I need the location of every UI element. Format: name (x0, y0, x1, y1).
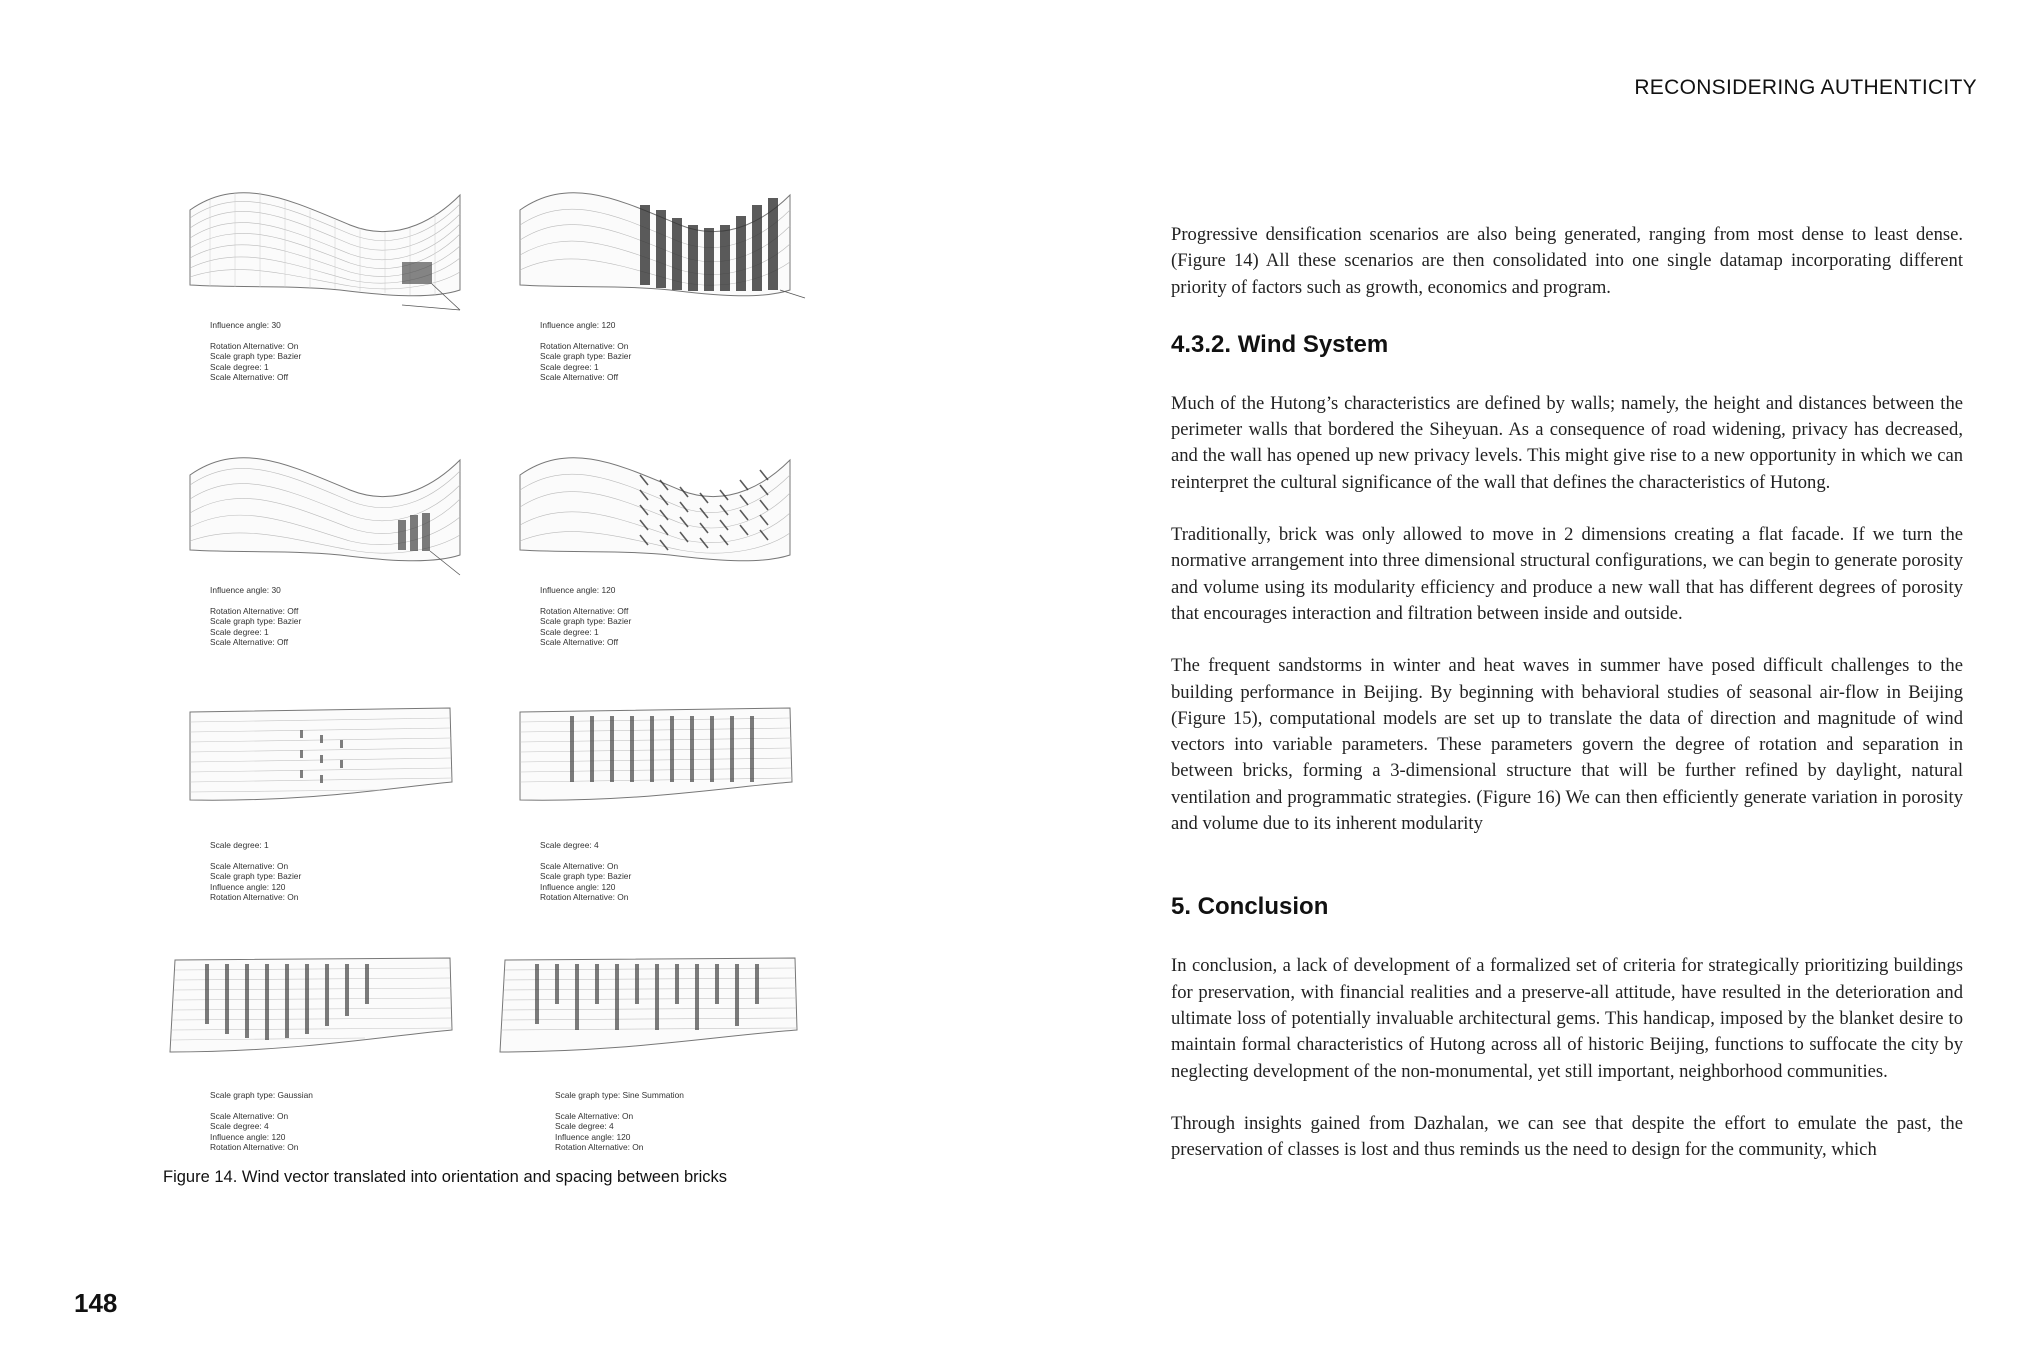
parameter-line: Scale Alternative: On (210, 1110, 289, 1121)
parameter-line: Rotation Alternative: On (540, 892, 629, 903)
parameter-line: Scale degree: 1 (540, 626, 599, 637)
parameter-title: Scale degree: 1 (210, 840, 269, 850)
parameter-line: Scale graph type: Bazier (210, 871, 302, 882)
figure-panel (180, 435, 480, 665)
figure-panel (510, 170, 810, 400)
figure-caption: Figure 14. Wind vector translated into orientation and spacing between bricks (163, 1168, 728, 1186)
parameter-line: Influence angle: 120 (210, 1131, 286, 1142)
parameter-title: Influence angle: 120 (540, 585, 616, 595)
brick-wall-diagram (510, 170, 810, 320)
parameter-line: Rotation Alternative: On (540, 340, 629, 351)
paragraph: The frequent sandstorms in winter and heat waves in summer have posed difficult challenges to the building performance in Beijing. By beginning with behavioral studies of seasonal air-flow in Beijing (Figure 15), computational models are set up to translate the data of direction and magnitude of wind vectors into variable parameters. These parameters govern the degree of rotation and separation in between bricks, forming a 3-dimensional structure that will be further refined by daylight, natural ventilation and programmatic strategies. (Figure 16) We can then efficiently generate variation in porosity and volume due to its inherent modularity (1171, 655, 1963, 835)
brick-wall-diagram (165, 940, 475, 1090)
body-text-column (1171, 222, 1963, 1189)
brick-wall-diagram (180, 690, 480, 840)
parameter-line: Scale Alternative: Off (210, 637, 289, 648)
figure-panel (180, 170, 480, 400)
parameter-title: Influence angle: 30 (210, 585, 281, 595)
parameter-title: Influence angle: 120 (540, 320, 616, 330)
parameter-list (210, 320, 470, 383)
figure-panel (510, 435, 810, 665)
parameter-line: Scale degree: 4 (555, 1121, 614, 1132)
paragraph: Much of the Hutong’s characteristics are defined by walls; namely, the height and distances between the perimeter walls that bordered the Siheyuan. As a consequence of road widening, privacy has decreased, and the wall has opened up new privacy levels. This might give rise to a new opportunity in which we can reinterpret the cultural significance of the wall that defines the characteristics of Hutong. (1171, 392, 1963, 493)
figure-panel (495, 940, 795, 1170)
parameter-line: Scale graph type: Bazier (210, 351, 302, 362)
parameter-list (210, 1090, 470, 1153)
parameter-line: Scale degree: 4 (210, 1121, 269, 1132)
parameter-line: Scale graph type: Bazier (210, 616, 302, 627)
paragraph: Through insights gained from Dazhalan, we can see that despite the effort to emulate the past, the preservation of classes is lost and thus reminds us the need to design for the community, which (1171, 1112, 1963, 1161)
parameter-line: Influence angle: 120 (540, 881, 616, 892)
parameter-list (540, 585, 800, 648)
parameter-line: Influence angle: 120 (210, 881, 286, 892)
parameter-line: Rotation Alternative: On (210, 1142, 299, 1153)
parameter-line: Scale Alternative: On (210, 860, 289, 871)
brick-wall-diagram (495, 940, 815, 1090)
parameter-line: Scale degree: 1 (210, 626, 269, 637)
parameter-line: Scale Alternative: On (540, 860, 619, 871)
section-heading-wind-system: 4.3.2. Wind System (1171, 330, 1389, 358)
page-number: 148 (74, 1288, 118, 1318)
brick-wall-diagram (510, 690, 810, 840)
parameter-line: Scale degree: 1 (540, 361, 599, 372)
parameter-line: Influence angle: 120 (555, 1131, 631, 1142)
parameter-line: Scale Alternative: Off (210, 372, 289, 383)
parameter-list (555, 1090, 815, 1153)
brick-wall-diagram (180, 435, 480, 585)
section-heading-conclusion: 5. Conclusion (1171, 893, 1329, 921)
brick-wall-diagram (510, 435, 810, 585)
figure-panel (165, 940, 465, 1170)
figure-panel (510, 690, 810, 920)
parameter-list (540, 320, 800, 383)
running-head: RECONSIDERING AUTHENTICITY (1634, 76, 1977, 99)
parameter-line: Scale graph type: Bazier (540, 871, 632, 882)
parameter-list (210, 585, 470, 648)
parameter-title: Scale graph type: Gaussian (210, 1090, 313, 1100)
figure-14 (160, 170, 800, 1200)
parameter-title: Scale degree: 4 (540, 840, 599, 850)
influence-zone (402, 262, 432, 284)
parameter-list (540, 840, 800, 903)
parameter-list (210, 840, 470, 903)
parameter-line: Scale graph type: Bazier (540, 351, 632, 362)
parameter-line: Rotation Alternative: On (210, 892, 299, 903)
parameter-line: Rotation Alternative: On (210, 340, 299, 351)
figure-panel (180, 690, 480, 920)
parameter-line: Scale Alternative: Off (540, 372, 619, 383)
paragraph: In conclusion, a lack of development of a formalized set of criteria for strategically prioritizing buildings for preservation, with financial realities and a preserve-all attitude, have resulted in the deterioration and ultimate loss of potentially invaluable architectural gems. This handicap, imposed by the blanket desire to maintain formal characteristics of Hutong across all of historic Beijing, functions to suffocate the city by neglecting development of the non-monumental, yet still important, neighborhood communities. (1171, 955, 1963, 1082)
parameter-line: Scale Alternative: Off (540, 637, 619, 648)
intro-paragraph: Progressive densification scenarios are also being generated, ranging from most dense to least dense. (Figure 14) All these scenarios are then consolidated into one single datamap incorporating different priority of factors such as growth, economics and program. (1171, 224, 1963, 298)
influence-zone (640, 198, 778, 291)
parameter-line: Scale Alternative: On (555, 1110, 634, 1121)
brick-wall-diagram (180, 170, 480, 320)
parameter-line: Rotation Alternative: Off (210, 605, 299, 616)
parameter-line: Rotation Alternative: Off (540, 605, 629, 616)
parameter-title: Influence angle: 30 (210, 320, 281, 330)
parameter-line: Scale degree: 1 (210, 361, 269, 372)
parameter-line: Rotation Alternative: On (555, 1142, 644, 1153)
parameter-line: Scale graph type: Bazier (540, 616, 632, 627)
parameter-title: Scale graph type: Sine Summation (555, 1090, 684, 1100)
paragraph: Traditionally, brick was only allowed to move in 2 dimensions creating a flat facade. If we turn the normative arrangement into three dimensional structural configurations, we can begin to generate porosity and volume using its modularity efficiency and produce a new wall that has different degrees of porosity that encourages interaction and filtration between inside and outside. (1171, 524, 1963, 624)
